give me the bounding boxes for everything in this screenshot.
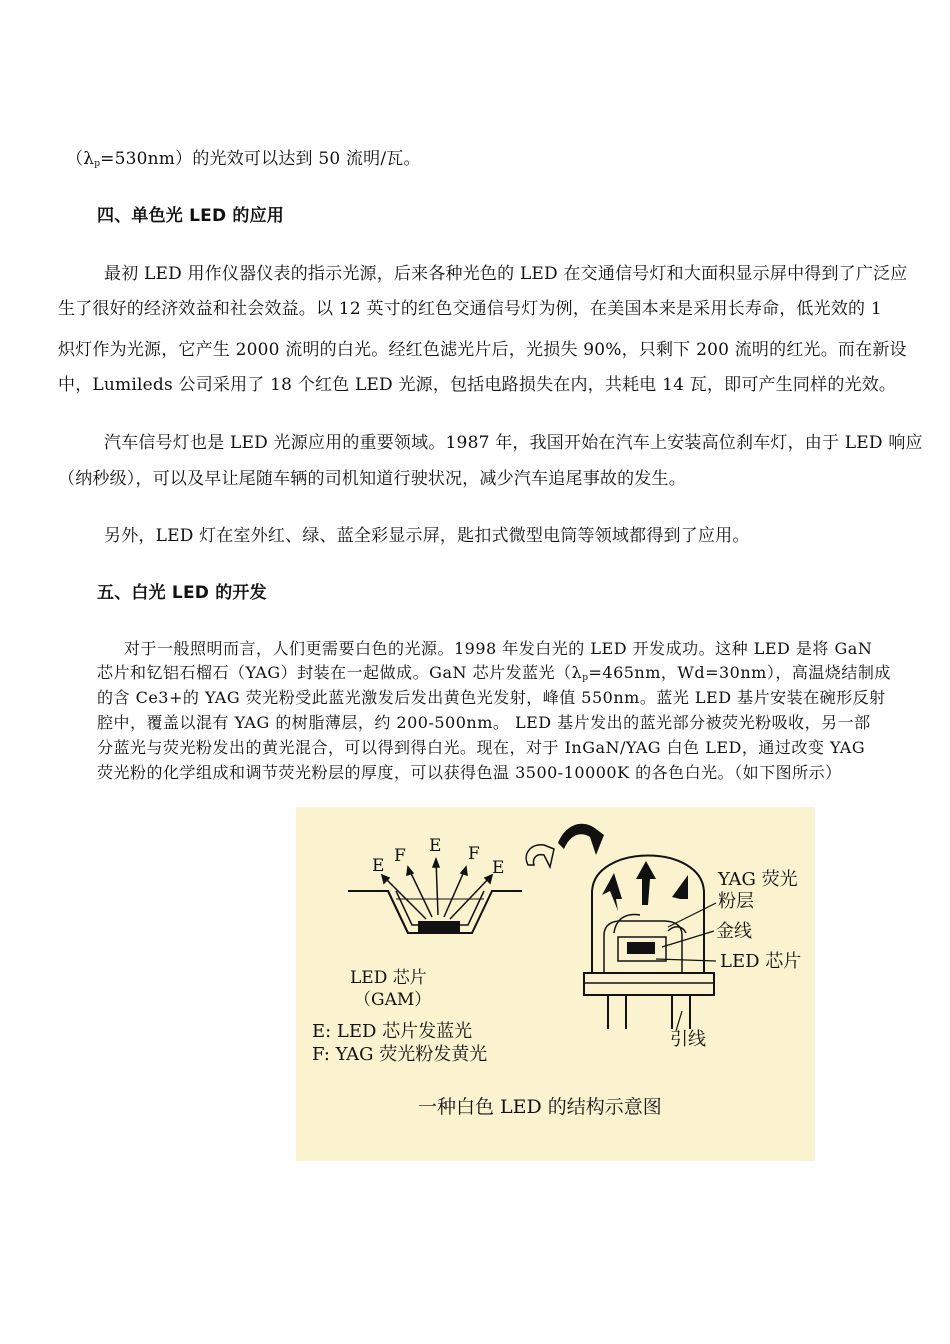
chip-label-1: LED 芯片 bbox=[350, 968, 427, 988]
figure-caption: 一种白色 LED 的结构示意图 bbox=[418, 1096, 662, 1118]
s5-line-6: 荧光粉的化学组成和调节荧光粉层的厚度，可以获得色温 3500-10000K 的各色白光。（如下图所示） bbox=[97, 763, 842, 782]
s5-line-1: 对于一般照明而言，人们更需要白色的光源。1998 年发白光的 LED 开发成功。这种 LED 是将 GaN bbox=[124, 639, 873, 658]
s4-p1-line-2: 生了很好的经济效益和社会效益。以 12 英寸的红色交通信号灯为例，在美国本来是采用长寿命，低光效的 1 bbox=[58, 299, 882, 319]
led-chip-block bbox=[418, 921, 460, 933]
s5-line-2 bbox=[97, 662, 891, 689]
ray-label-1: E bbox=[372, 856, 385, 876]
led-structure-diagram bbox=[296, 807, 815, 1161]
lambda-subscript-2: p bbox=[582, 673, 589, 683]
label-gold-wire: 金线 bbox=[716, 921, 752, 942]
intro-prefix: （λ bbox=[66, 149, 95, 169]
label-led-chip: LED 芯片 bbox=[720, 951, 802, 972]
s5-line-2-text: 芯片和钇铝石榴石（YAG）封装在一起做成。GaN 芯片发蓝光（λ bbox=[97, 663, 583, 682]
section-4-heading: 四、单色光 LED 的应用 bbox=[97, 206, 284, 226]
chip-label-2: （GAM） bbox=[354, 990, 432, 1010]
s4-p2-line-2: （纳秒级），可以及早让尾随车辆的司机知道行驶状况，减少汽车追尾事故的发生。 bbox=[58, 469, 686, 489]
lambda-subscript: p bbox=[94, 159, 101, 169]
label-yag-2: 粉层 bbox=[718, 891, 754, 912]
s4-p2-line-1: 汽车信号灯也是 LED 光源应用的重要领域。1987 年，我国开始在汽车上安装高位刹车灯，由于 LED 响应 bbox=[104, 433, 923, 453]
ray-label-3: E bbox=[429, 836, 442, 856]
s5-line-2-tail: =465nm，Wd=30nm），高温烧结制成 bbox=[588, 663, 891, 682]
s5-line-3: 的含 Ce3+的 YAG 荧光粉受此蓝光激发后发出黄色光发射，峰值 550nm。蓝光 LED 基片安装在碗形反射 bbox=[97, 688, 886, 707]
callout-lines bbox=[656, 903, 716, 1031]
s4-p1-line-3: 炽灯作为光源，它产生 2000 流明的白光。经红色滤光片后，光损失 90%，只剩下 200 流明的红光。而在新设 bbox=[58, 340, 907, 360]
section-5-heading: 五、白光 LED 的开发 bbox=[97, 583, 267, 603]
ray-label-2: F bbox=[394, 846, 406, 866]
s5-line-5: 分蓝光与荧光粉发出的黄光混合，可以得到得白光。现在，对于 InGaN/YAG 白色 LED，通过改变 YAG bbox=[97, 738, 866, 757]
legend-e: E: LED 芯片发蓝光 bbox=[312, 1021, 473, 1042]
intro-suffix: =530nm）的光效可以达到 50 流明/瓦。 bbox=[100, 149, 421, 169]
label-yag-1: YAG 荧光 bbox=[718, 869, 798, 890]
dome-light-arrows bbox=[602, 861, 688, 911]
s5-line-4: 腔中，覆盖以混有 YAG 的树脂薄层，约 200-500nm。 LED 基片发出的蓝光部分被荧光粉吸收，另一部 bbox=[97, 713, 871, 732]
legend-f: F: YAG 荧光粉发黄光 bbox=[312, 1044, 488, 1065]
s4-p3: 另外，LED 灯在室外红、绿、蓝全彩显示屏，匙扣式微型电筒等领域都得到了应用。 bbox=[104, 526, 750, 546]
ray-label-5: E bbox=[492, 858, 505, 878]
s4-p1-line-1: 最初 LED 用作仪器仪表的指示光源，后来各种光色的 LED 在交通信号灯和大面积显示屏中得到了广泛应 bbox=[104, 264, 908, 284]
ray-label-4: F bbox=[468, 844, 480, 864]
led-structure-figure bbox=[296, 807, 815, 1161]
label-lead: 引线 bbox=[670, 1029, 706, 1050]
curved-arrow bbox=[526, 824, 604, 867]
s4-p1-line-4: 中，Lumileds 公司采用了 18 个红色 LED 光源，包括电路损失在内，共耗电 14 瓦，即可产生同样的光效。 bbox=[58, 375, 897, 395]
intro-line bbox=[66, 148, 421, 175]
